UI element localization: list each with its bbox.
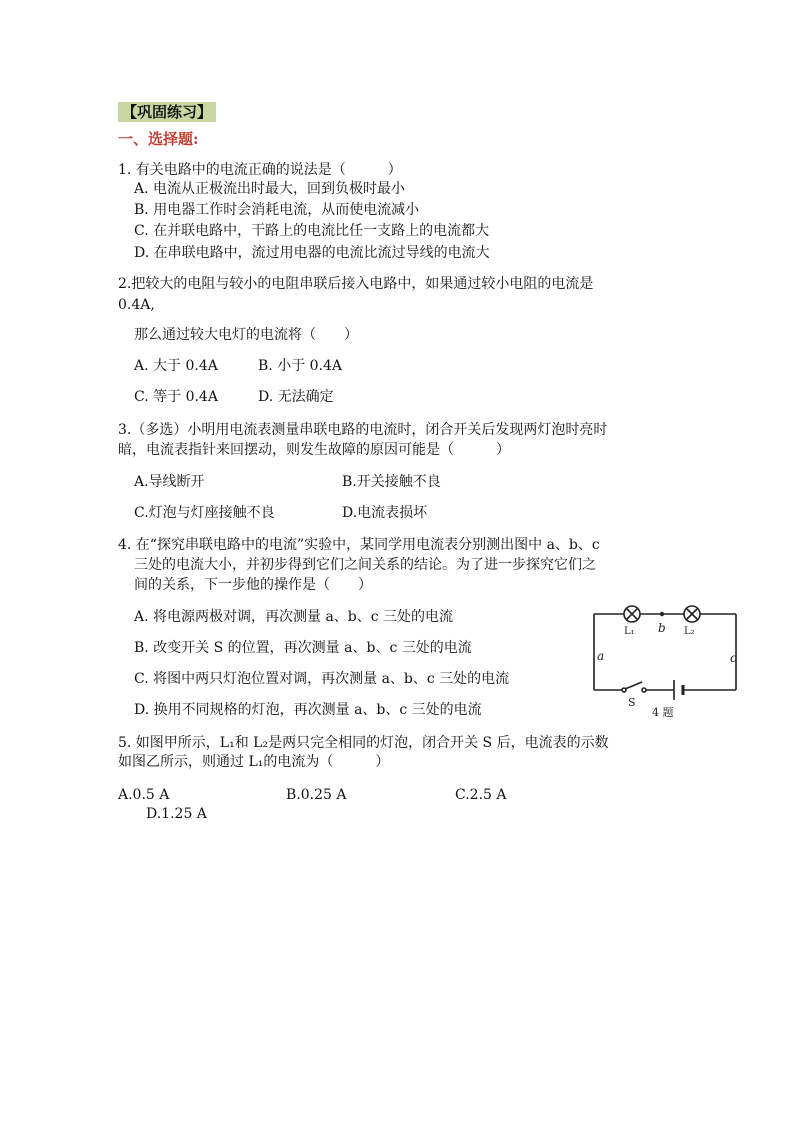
q1-stem: 1. 有关电路中的电流正确的说法是（ ）	[118, 162, 402, 178]
junction-b-dot	[660, 612, 664, 616]
section-title: 一、选择题:	[118, 130, 199, 148]
series-circuit-diagram	[588, 600, 748, 720]
q2-option-b: B. 小于 0.4A	[258, 358, 343, 374]
q4-option-c: C. 将图中两只灯泡位置对调，再次测量 a、b、c 三处的电流	[134, 671, 510, 687]
q2-option-a: A. 大于 0.4A	[134, 358, 218, 374]
lamp-l2-icon	[684, 606, 700, 622]
battery-icon	[674, 680, 683, 700]
q3-option-a: A.导线断开	[134, 474, 205, 490]
q5-option-c: C.2.5 A	[455, 787, 507, 803]
q2-option-c: C. 等于 0.4A	[134, 389, 218, 405]
q5-option-d: D.1.25 A	[146, 806, 207, 822]
q2-stem-line3: 那么通过较大电灯的电流将（ ）	[134, 327, 358, 343]
q2-stem-line1: 2.把较大的电阻与较小的电阻串联后接入电路中，如果通过较小电阻的电流是	[118, 276, 594, 292]
q2-stem-line2: 0.4A,	[118, 297, 155, 313]
q3-option-b: B.开关接触不良	[342, 474, 441, 490]
q4-option-d: D. 换用不同规格的灯泡，再次测量 a、b、c 三处的电流	[134, 702, 482, 718]
q4-stem-line2: 三处的电流大小，并初步得到它们之间关系的结论。为了进一步探究它们之	[134, 557, 596, 573]
label-l1: L₁	[624, 626, 635, 637]
q4-stem-line3: 间的关系，下一步他的操作是（ ）	[134, 577, 372, 593]
q3-option-d: D.电流表损坏	[342, 505, 428, 521]
q1-option-b: B. 用电器工作时会消耗电流，从而使电流减小	[134, 202, 420, 218]
label-l2: L₂	[684, 626, 695, 637]
q4-option-b: B. 改变开关 S 的位置，再次测量 a、b、c 三处的电流	[134, 640, 472, 656]
q1-option-c: C. 在并联电路中，干路上的电流比任一支路上的电流都大	[134, 223, 490, 239]
q3-stem-line1: 3.（多选）小明用电流表测量串联电路的电流时，闭合开关后发现两灯泡时亮时	[118, 422, 608, 438]
q3-stem-line2: 暗，电流表指针来回摆动，则发生故障的原因可能是（ ）	[118, 442, 510, 458]
switch-icon	[622, 682, 646, 692]
label-b: b	[658, 621, 666, 635]
q1-option-a: A. 电流从正极流出时最大，回到负极时最小	[134, 181, 406, 197]
label-a: a	[597, 649, 605, 663]
figure-caption: 4 题	[652, 706, 674, 719]
q4-stem-line1: 4. 在“探究串联电路中的电流”实验中，某同学用电流表分别测出图中 a、b、c	[118, 537, 600, 553]
lamp-l1-icon	[624, 606, 640, 622]
q2-option-d: D. 无法确定	[258, 389, 334, 405]
label-s: S	[628, 696, 636, 709]
q5-option-b: B.0.25 A	[286, 787, 347, 803]
q5-stem-line2: 如图乙所示，则通过 L₁的电流为（ ）	[118, 754, 390, 770]
label-c: c	[730, 651, 737, 665]
q5-option-a: A.0.5 A	[118, 787, 170, 803]
q3-option-c: C.灯泡与灯座接触不良	[134, 505, 275, 521]
section-header-badge: 【巩固练习】	[118, 102, 216, 122]
q1-option-d: D. 在串联电路中，流过用电器的电流比流过导线的电流大	[134, 245, 490, 261]
q5-stem-line1: 5. 如图甲所示，L₁和 L₂是两只完全相同的灯泡，闭合开关 S 后，电流表的示数	[118, 735, 609, 751]
q4-option-a: A. 将电源两极对调，再次测量 a、b、c 三处的电流	[134, 609, 454, 625]
